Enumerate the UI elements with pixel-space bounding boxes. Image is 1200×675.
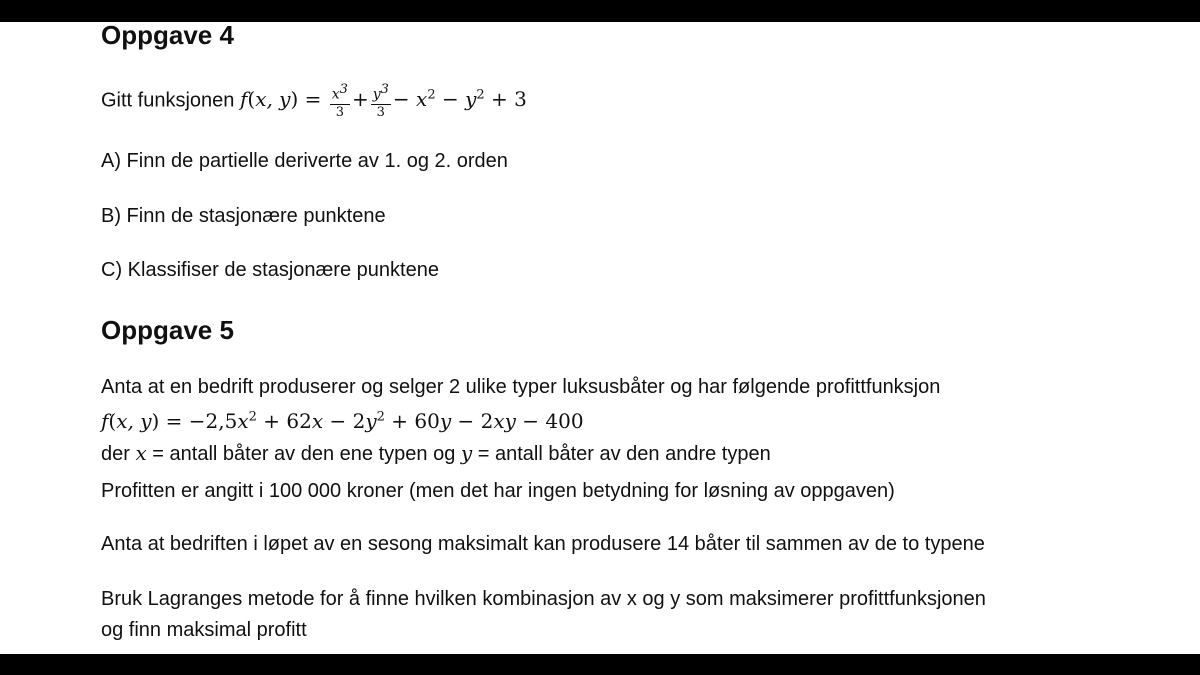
task5-heading: Oppgave 5 [101,315,234,345]
task5-y-definition: = antall båter av den andre typen [472,443,771,465]
task5-instruction-cont: og finn maksimal profitt [101,619,307,641]
task4-part-c: C) Klassifiser de stasjonære punktene [101,259,439,281]
task5-variable-definition [101,441,771,466]
task5-der-text: der [101,443,136,465]
var-x: x [135,441,147,465]
var-y: y [460,441,473,465]
document-page [0,22,1200,654]
task5-profit-unit: Profitten er angitt i 100 000 kroner (men det har ingen betydning for løsning av oppgaven) [101,480,895,502]
task5-instruction: Bruk Lagranges metode for å finne hvilken kombinasjon av x og y som maksimerer profittfunksjonen [101,588,986,610]
task5-x-definition: = antall båter av den ene typen og [146,443,461,465]
task4-function-formula: f(x, y) = $\frac{x^3}{3}$ + $\frac{y^3}{3}$ − $x^2 - y^2 + 3$ [239,82,527,120]
task5-profit-function: f(x, $y) = -2,5x^2 + 62x - 2y^2 + 60y - 2xy - 400$ [101,409,584,433]
task4-part-b: B) Finn de stasjonære punktene [101,205,386,227]
task5-constraint: Anta at bedriften i løpet av en sesong maksimalt kan produsere 14 båter til sammen av de to typene [101,533,985,555]
top-letterbox-bar [0,0,1200,22]
task4-function-line [101,82,527,120]
task4-intro-text: Gitt funksjonen [101,89,240,112]
task4-heading: Oppgave 4 [101,20,234,50]
task4-part-a: A) Finn de partielle deriverte av 1. og 2. orden [101,150,508,172]
bottom-letterbox-bar [0,654,1200,675]
task5-line-intro: Anta at en bedrift produserer og selger 2 ulike typer luksusbåter og har følgende profittfunksjon [101,376,941,398]
